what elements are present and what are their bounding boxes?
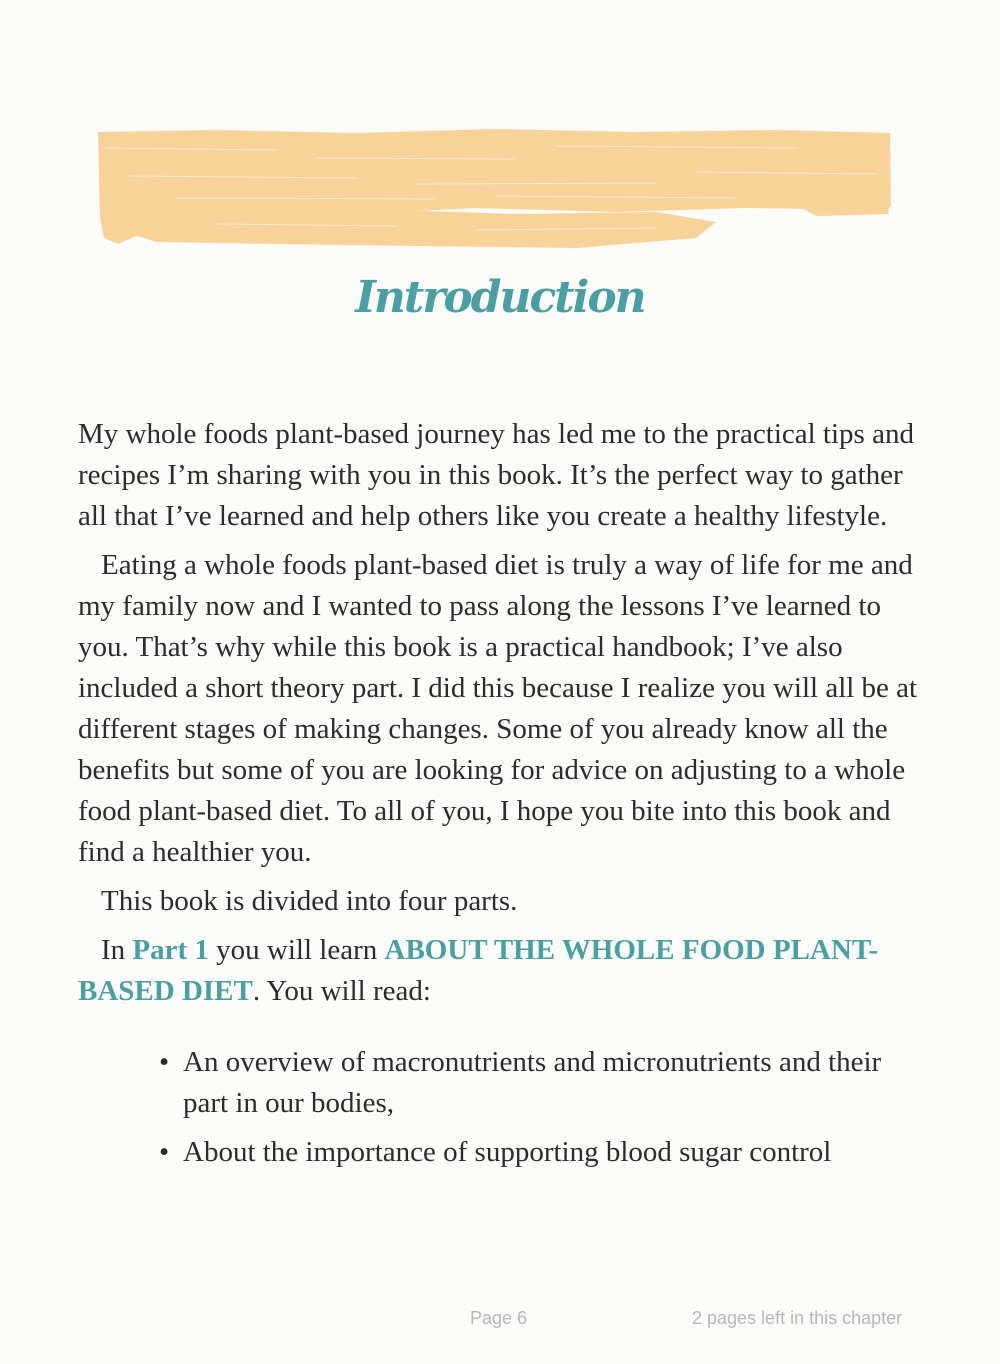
bullet-icon: • <box>159 1046 170 1078</box>
paragraph-1: My whole foods plant-based journey has led me to the practical tips and recipes I’m sharing with you in this book. It’s the perfect way to gather all that I’ve learned and help others like you create a healthy lifestyle. <box>78 418 914 532</box>
chapter-body <box>78 414 928 1181</box>
part-1-topic: ABOUT THE WHOLE FOOD PLANT-BASED DIET <box>78 934 879 1007</box>
list-item <box>159 1132 928 1173</box>
paragraph-4-middle: you will learn <box>208 934 385 966</box>
bullet-icon: • <box>159 1136 170 1168</box>
paragraph-3: This book is divided into four parts. <box>101 885 518 917</box>
paragraph-4-suffix: . You will read: <box>252 975 431 1007</box>
list-item-text: About the importance of supporting blood sugar control <box>183 1136 832 1168</box>
bullet-list <box>78 1042 928 1173</box>
pages-left-indicator: 2 pages left in this chapter <box>692 1308 903 1328</box>
decorative-paint-banner <box>96 128 892 252</box>
page-number: Page 6 <box>470 1308 528 1328</box>
list-item <box>159 1042 928 1124</box>
paragraph-4-prefix: In <box>101 934 133 966</box>
list-item-text: An overview of macronutrients and micronutrients and their part in our bodies, <box>183 1046 882 1119</box>
chapter-title: Introduction <box>355 272 645 323</box>
paragraph-4 <box>78 930 928 1012</box>
paragraph-2: Eating a whole foods plant-based diet is truly a way of life for me and my family now and I wanted to pass along the lessons I’ve learned to you. That’s why while this book is a practical handbook; I’ve also included a short theory part. I did this because I realize you will all be at different stages of making changes. Some of you already know all the benefits but some of you are looking for advice on adjusting to a whole food plant-based diet. To all of you, I hope you bite into this book and find a healthier you. <box>78 549 918 868</box>
part-1-link: Part 1 <box>132 934 209 966</box>
